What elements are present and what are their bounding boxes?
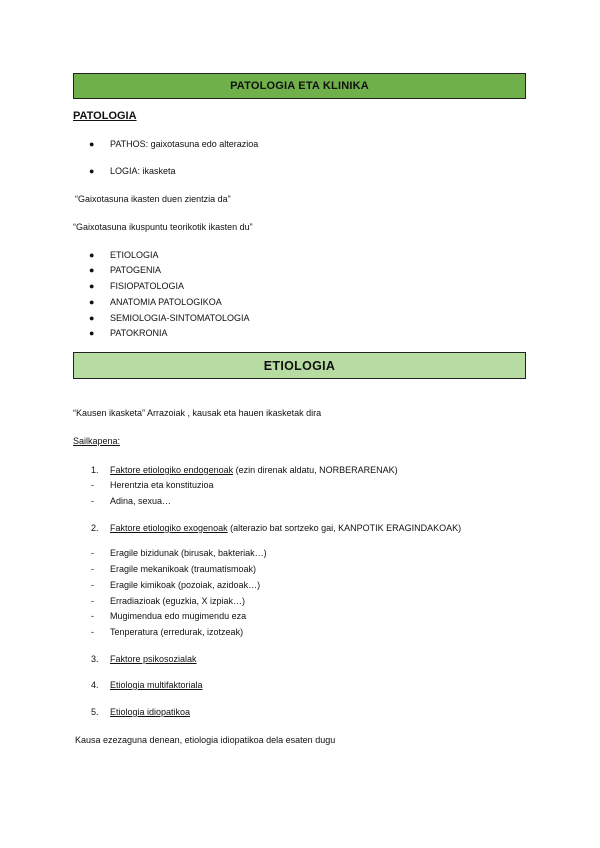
- list-item: ANATOMIA PATOLOGIKOA: [110, 297, 222, 307]
- item-number: 3.: [91, 654, 99, 664]
- dash-marker: -: [91, 480, 94, 490]
- section-heading: PATOLOGIA: [73, 110, 137, 122]
- item-number: 2.: [91, 523, 99, 533]
- sub-item: Eragile kimikoak (pozoiak, azidoak…): [110, 580, 261, 590]
- item-number: 4.: [91, 680, 99, 690]
- item-endogenous: [110, 465, 398, 475]
- definition-pathos: PATHOS: gaixotasuna edo alterazioa: [110, 139, 259, 149]
- closing-sentence: Kausa ezezaguna denean, etiologia idiopatikoa dela esaten dugu: [75, 735, 336, 745]
- dash-marker: -: [91, 596, 94, 606]
- item-title: Faktore etiologiko exogenoak: [110, 523, 228, 533]
- bullet-icon: ●: [89, 328, 95, 338]
- item-psychosocial: Faktore psikosozialak: [110, 654, 197, 664]
- banner-title: ETIOLOGIA: [263, 358, 336, 373]
- banner-title: PATOLOGIA ETA KLINIKA: [230, 80, 369, 92]
- item-multifactorial: Etiologia multifaktoriala: [110, 680, 203, 690]
- sub-item: Tenperatura (erredurak, izotzeak): [110, 627, 244, 637]
- bullet-icon: ●: [89, 297, 95, 307]
- sub-item: Eragile bizidunak (birusak, bakteriak…): [110, 548, 267, 558]
- sub-item: Adina, sexua…: [110, 496, 172, 506]
- bullet-icon: ●: [89, 265, 95, 275]
- list-item: PATOKRONIA: [110, 328, 168, 338]
- dash-marker: -: [91, 580, 94, 590]
- bullet-icon: ●: [89, 313, 95, 323]
- bullet-icon: ●: [89, 166, 95, 176]
- dash-marker: -: [91, 611, 94, 621]
- item-number: 1.: [91, 465, 99, 475]
- quote-definition-1: “Gaixotasuna ikasten duen zientzia da”: [75, 194, 231, 204]
- bullet-icon: ●: [89, 139, 95, 149]
- definition-logia: LOGIA: ikasketa: [110, 166, 176, 176]
- list-item: FISIOPATOLOGIA: [110, 281, 185, 291]
- section-banner-patologia-eta-klinika: [73, 73, 526, 99]
- sub-item: Herentzia eta konstituzioa: [110, 480, 214, 490]
- item-description: (ezin direnak aldatu, NORBERARENAK): [233, 465, 398, 475]
- etiology-definition: “Kausen ikasketa” Arrazoiak , kausak eta hauen ikasketak dira: [73, 408, 322, 418]
- sub-item: Mugimendua edo mugimendu eza: [110, 611, 247, 621]
- list-item: ETIOLOGIA: [110, 250, 159, 260]
- dash-marker: -: [91, 627, 94, 637]
- dash-marker: -: [91, 548, 94, 558]
- sub-item: Erradiazioak (eguzkia, X izpiak…): [110, 596, 246, 606]
- bullet-icon: ●: [89, 281, 95, 291]
- item-number: 5.: [91, 707, 99, 717]
- dash-marker: -: [91, 564, 94, 574]
- quote-definition-2: “Gaixotasuna ikuspuntu teorikotik ikasten du”: [73, 222, 253, 232]
- classification-label: Sailkapena:: [73, 436, 121, 446]
- list-item: PATOGENIA: [110, 265, 162, 275]
- item-idiopathic: Etiologia idiopatikoa: [110, 707, 191, 717]
- list-item: SEMIOLOGIA-SINTOMATOLOGIA: [110, 313, 250, 323]
- sub-item: Eragile mekanikoak (traumatismoak): [110, 564, 257, 574]
- dash-marker: -: [91, 496, 94, 506]
- section-banner-etiologia: [73, 352, 526, 379]
- bullet-icon: ●: [89, 250, 95, 260]
- item-exogenous: [110, 523, 461, 533]
- item-description: (alterazio bat sortzeko gai, KANPOTIK ERAGINDAKOAK): [227, 523, 462, 533]
- item-title: Faktore etiologiko endogenoak: [110, 465, 234, 475]
